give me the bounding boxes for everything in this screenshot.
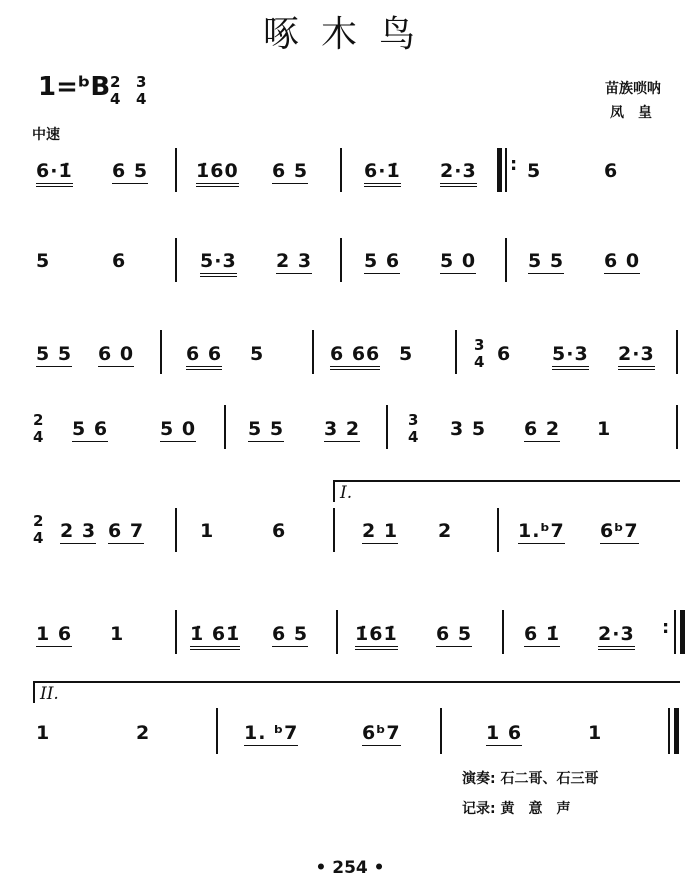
inline-time-signature: 3 4: [408, 411, 419, 446]
barline: [175, 148, 177, 192]
note-group: 2 3: [276, 250, 313, 272]
volta-bracket-line: [333, 480, 335, 502]
note-group: 1: [597, 418, 612, 440]
performer-credit: 演奏: 石二哥、石三哥: [462, 771, 599, 787]
note-group: 2: [136, 722, 151, 744]
note-group: 2·3: [440, 160, 477, 187]
note-group: 6 1̇: [524, 623, 561, 645]
repeat-dots: :: [510, 154, 518, 175]
note-group: 1̇60: [196, 160, 239, 187]
barline: [340, 148, 342, 192]
volta-bracket-line: [33, 681, 35, 703]
barline: [497, 508, 499, 552]
note-group: 6 2: [524, 418, 561, 440]
final-barline-thick: [674, 708, 679, 754]
note-group: 1: [588, 722, 603, 744]
note-group: 1: [110, 623, 125, 645]
note-group: 6·1̇: [364, 160, 401, 187]
note-group: 6 5: [272, 623, 309, 645]
time-signature-second: 3 4: [136, 73, 147, 108]
note-group: 6 0: [604, 250, 641, 272]
note-group: 3 2: [324, 418, 361, 440]
volta-2-label: II.: [40, 684, 59, 704]
repeat-dots: :: [662, 617, 670, 638]
key-signature: 1=ᵇB: [38, 72, 111, 102]
note-group: 5: [399, 343, 414, 365]
note-group: 6ᵇ7: [362, 722, 401, 744]
barline: [312, 330, 314, 374]
repeat-start-barline: [497, 148, 502, 192]
barline: [505, 238, 507, 282]
inline-time-signature: 3 4: [474, 336, 485, 371]
song-title: 啄木鸟: [262, 14, 437, 55]
composer-label: 凤 皇: [610, 105, 652, 121]
page-number: • 254 •: [315, 858, 385, 878]
volta-1-label: I.: [340, 483, 353, 503]
note-group: 1̇61̇: [355, 623, 398, 650]
note-group: 5·3: [552, 343, 589, 370]
note-group: 5 5: [248, 418, 285, 440]
note-group: 2 3: [60, 520, 97, 542]
note-group: 1̇ 61̇: [190, 623, 240, 650]
note-group: 2·3: [618, 343, 655, 370]
barline: [674, 610, 676, 654]
note-group: 6 5: [436, 623, 473, 645]
note-group: 5: [527, 160, 542, 182]
volta-bracket-line: [33, 681, 680, 683]
note-group: 6: [112, 250, 127, 272]
note-group: 2·3: [598, 623, 635, 650]
barline: [216, 708, 218, 754]
final-barline-thin: [668, 708, 670, 754]
note-group: 5: [36, 250, 51, 272]
note-group: 5 6: [72, 418, 109, 440]
barline: [455, 330, 457, 374]
inline-time-signature: 2 4: [33, 512, 44, 547]
barline: [175, 508, 177, 552]
note-group: 5 5: [36, 343, 73, 365]
note-group: 6: [272, 520, 287, 542]
note-group: 1 6: [486, 722, 523, 744]
note-group: 1: [200, 520, 215, 542]
barline: [440, 708, 442, 754]
note-group: 1. ᵇ7: [244, 722, 299, 744]
barline: [676, 405, 678, 449]
note-group: 6 66: [330, 343, 380, 370]
note-group: 1.ᵇ7: [518, 520, 565, 542]
note-group: 6 6: [186, 343, 222, 370]
time-signature-first: 2 4: [110, 73, 121, 108]
note-group: 1: [36, 722, 51, 744]
tempo-marking: 中速: [32, 127, 60, 143]
barline: [175, 610, 177, 654]
barline: [340, 238, 342, 282]
note-group: 5·3: [200, 250, 237, 277]
note-group: 6·1̇: [36, 160, 73, 187]
barline: [676, 330, 678, 374]
note-group: 6 0: [98, 343, 135, 365]
note-group: 6: [604, 160, 619, 182]
barline: [502, 610, 504, 654]
barline: [175, 238, 177, 282]
note-group: 5 6: [364, 250, 401, 272]
note-group: 6: [497, 343, 512, 365]
note-group: 2: [438, 520, 453, 542]
note-group: 6 5: [272, 160, 309, 182]
barline: [505, 148, 507, 192]
note-group: 5: [250, 343, 265, 365]
note-group: 5 0: [160, 418, 197, 440]
barline: [386, 405, 388, 449]
note-group: 5 5: [528, 250, 565, 272]
note-group: 1 6: [36, 623, 73, 645]
note-group: 6 5: [112, 160, 149, 182]
barline: [333, 508, 335, 552]
repeat-end-barline: [680, 610, 685, 654]
note-group: 5 0: [440, 250, 477, 272]
barline: [336, 610, 338, 654]
volta-bracket-line: [333, 480, 680, 482]
inline-time-signature: 2 4: [33, 411, 44, 446]
genre-label: 苗族唢呐: [605, 81, 661, 97]
barline: [224, 405, 226, 449]
note-group: 6ᵇ7: [600, 520, 639, 542]
note-group: 3 5: [450, 418, 487, 440]
barline: [160, 330, 162, 374]
note-group: 2 1: [362, 520, 399, 542]
recorder-credit: 记录: 黄 意 声: [462, 801, 571, 817]
note-group: 6 7: [108, 520, 145, 542]
